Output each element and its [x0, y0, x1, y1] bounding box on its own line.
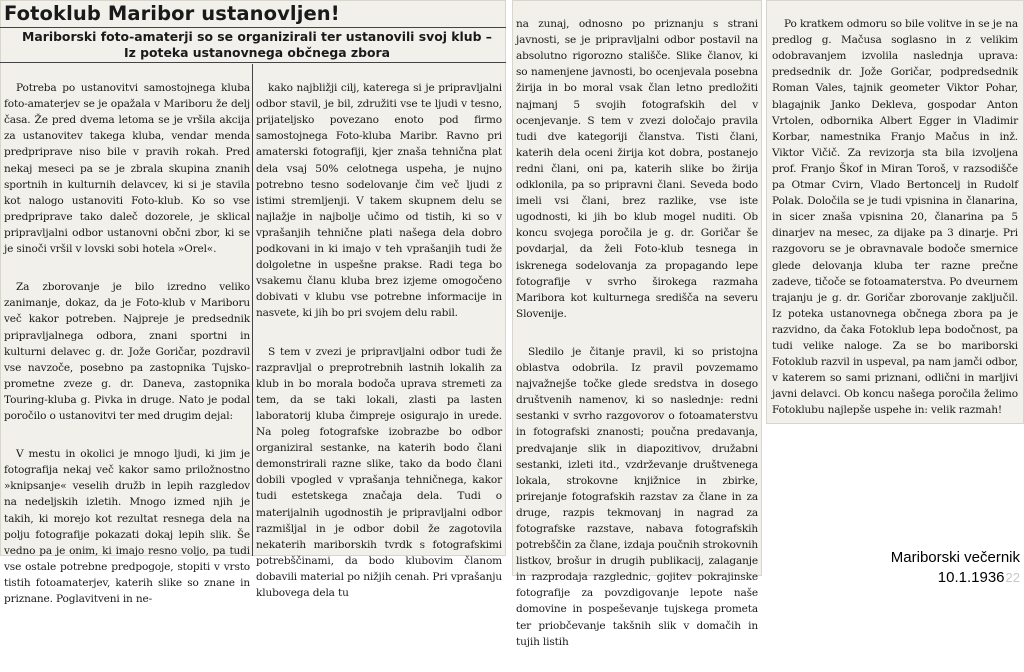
- subtitle-rule: [0, 62, 506, 63]
- column-divider: [252, 64, 253, 556]
- paragraph: Potreba po ustanovitvi samostojnega kluba foto-amaterjev se je opažala v Mariboru že delj časa. Že pred dvema letoma se je vršila akcija za ustanovitev takega kluba, vendar menda predpriprave niso bile v pravih rokah. Pred nekaj meseci pa se je zbrala skupina znanih sportnih in kulturnih delavcev, ki si je stavila kot nalogo ustanoviti Foto-klub. Ko so vse predpriprave tako daleč dozorele, je sklical pripravljalni odbor ustanovni občni zbor, ki se je sinoči vršil v lovski sobi hotela »Orel«.: [4, 82, 250, 256]
- article-title: Fotoklub Maribor ustanovljen!: [4, 2, 340, 25]
- paragraph: S tem v zvezi je pripravljalni odbor tudi že razpravljal o preprotrebnih lastnih lokalih za klub in bo morala bodoča uprava stremeti za tem, da se taki lokali, zlasti pa lasten laboratorij kluba čimpreje osigurajo in urede. Na poleg fotografske izobrazbe bo odbor organiziral sestanke, na katerih bodo člani demonstrirali razne slike, tako da bodo člani dobili vpogled v vprašanja tehničnega, kakor tudi estetskega značaja dela. Tudi o materijalnih ugodnostih je pripravljalni odbor razmišljal in je odbor dobil že zagotovila nekaterih mariborskih tvrdk s fotografskimi potrebščinami, da bodo klubovim članom dobavili material po nižjih cenah. Pri vprašanju klubovega dela tu: [256, 345, 502, 599]
- paragraph: na zunaj, odnosno po priznanju s strani javnosti, se je pripravljalni odbor postavil na absolutno rigorozno stališče. Slike članov, ki so namenjene javnosti, bo ocenjevala posebna žirija in bo moral vsak član letno predložiti najmanj 5 svojih fotografskih del v ocenjevanje. S tem v zvezi določajo pravila tudi dve kategoriji članstva. Tisti člani, katerih dela oceni žirija kot dobra, postanejo redni člani, oni pa, katerih slike bo žirija odklonila, pa so pripravni člani. Seveda bodo imeli vsi člani, brez razlike, vse iste ugodnosti, ki jih bo klub mogel nuditi. Ob koncu svojega poročila je g. dr. Goričar še povdarjal, da želi Foto-klub tesnega in iskrenega sodelovanja za propagando lepe fotografije v svrho širokega razmaha Maribora kot kulturnega središča na severu Slovenije.: [516, 18, 758, 320]
- column-4: [772, 0, 1018, 424]
- paragraph: Za zborovanje je bilo izredno veliko zanimanje, dokaz, da je Foto-klub v Mariboru več kakor potreben. Najpreje je predsednik pripravljalnega odbora, znani sportni in kulturni delavec g. dr. Jože Goričar, pozdravil vse navzoče, posebno pa zastopnika Tujsko-prometne zveze g. dr. Daneva, zastopnika Touring-kluba g. Pivka in druge. Nato je podal poročilo o ustanovitvi ter med drugim dejal:: [4, 281, 250, 422]
- source-date: 10.1.1936: [937, 569, 1005, 586]
- paragraph: kako najbližji cilj, katerega si je pripravljalni odbor stavil, je bil, združiti vse te ljudi v tesno, prijateljsko povezano enoto pod firmo samostojnega Foto-kluba Maribr. Ravno pri amaterski fotografiji, kjer znaša tehnična plat dela vsaj 50% celotnega uspeha, je nujno potrebno tesno sodelovanje čim več ljudi z istimi stremljenji. V takem skupnem delu se najlažje in najbolje učimo od tistih, ki so v vprašanjih tehnične plati našega dela dobro podkovani in ki imajo v teh vprašanjih tudi že dolgoletne in uspešne prakse. Radi tega bo vsakemu članu kluba brez izjeme omogočeno dobivati v klubu vse potrebne informacije in nasvete, ki jih bo pri svojem delu rabil.: [256, 82, 502, 320]
- source-date-line: [860, 568, 1020, 588]
- article-subtitle: Mariborski foto-amaterji so se organizirali ter ustanovili svoj klub – Iz poteka ustanovnega občnega zbora: [22, 29, 492, 60]
- source-caption: [860, 548, 1020, 588]
- paragraph: Po kratkem odmoru so bile volitve in se je na predlog g. Mačusa soglasno in z velikim odobravanjem izvolila naslednja uprava: predsednik dr. Jože Goričar, podpredsednik Roman Vales, tajnik geometer Viktor Pohar, blagajnik Janko Dekleva, gospodar Anton Vrtolen, odbornika Albert Egger in Vladimir Korbar, namestnika Franjo Mačus in inž. Viktor Vičič. Za revizorja sta bila izvoljena prof. Franjo Škof in Miran Toroš, v razsodišče pa Otmar Cvirn, Vlado Bertoncelj in Rudolf Polak. Določila se je tudi vpisnina in članarina, in sicer znaša vpisnina 20, članarina pa 5 dinarjev na mesec, za dijake pa 3 dinarje. Pri razgovoru se je obravnavale bodoče smernice glede delovanja kluba ter razne prečne zadeve, tičoče se fotoamaterstva. Po dveurnem trajanju je g. dr. Goričar zborovanje zaključil. Iz poteka ustanovnega občnega zbora pa je razvidno, da čaka Fotoklub lepa bodočnost, pa tudi velike naloge. Za se bo mariborski Fotoklub razvil in uspeval, pa nam jamči odbor, v katerem so sami priznani, odlični in marljivi javni delavci. Ob koncu našega poročila želimo Fotoklubu najlepše uspehe in: velik razmah!: [772, 18, 1018, 417]
- page-number: 22: [1005, 570, 1020, 585]
- clipping-left: [0, 0, 506, 605]
- title-rule: [0, 27, 506, 28]
- column-1: [4, 64, 250, 605]
- column-2: [256, 64, 502, 599]
- paragraph: V mestu in okolici je mnogo ljudi, ki jim je fotografija nekaj več kakor samo priložnostno »knipsanje« veselih družb in lepih razgledov na nedeljskih izletih. Mnogo izmed njih je takih, ki morejo kot rezultat resnega dela na polju fotografije pokazati dokaj lepih slik. Še vedno pa je onim, ki imajo resno voljo, pa tudi vse ostale potrebne predpogoje, stopiti v vrsto tistih fotoamaterjev, katerih slike so znane in priznane. Poglavitveni in ne-: [4, 448, 250, 605]
- paragraph: Sledilo je čitanje pravil, ki so pristojna oblastva odobrila. Iz pravil povzemamo najvažnejše točke glede sredstva in dosego društvenih namenov, ki so naslednje: redni sestanki v svrho razgovorov o fotoamaterstvu in fotografski znanosti; poučna predavanja, predvajanje slik in diapozitivov, družabni sestanki, izleti itd., vzdrževanje društvenega lokala, strokovne knjižnice in zbirke, prirejanje fotografskih razstav za člane in za druge, razpis tekmovanj in nagrad za fotografske razstave, nabava fotografskih potrebščin za člane, izdaja poučnih strokovnih listkov, brošur in drugih publikacij, zalaganje in razprodaja razglednic, gojitev pokrajinske fotografije za povzdigovanje lepote naše domovine in pospeševanje tujskega prometa ter priobčevanje takšnih slik v domačih in tujih listih: [516, 345, 758, 648]
- source-name: Mariborski večernik: [890, 549, 1020, 566]
- column-3: [516, 0, 758, 648]
- clipping-middle: [512, 0, 762, 648]
- clipping-right: [766, 0, 1024, 424]
